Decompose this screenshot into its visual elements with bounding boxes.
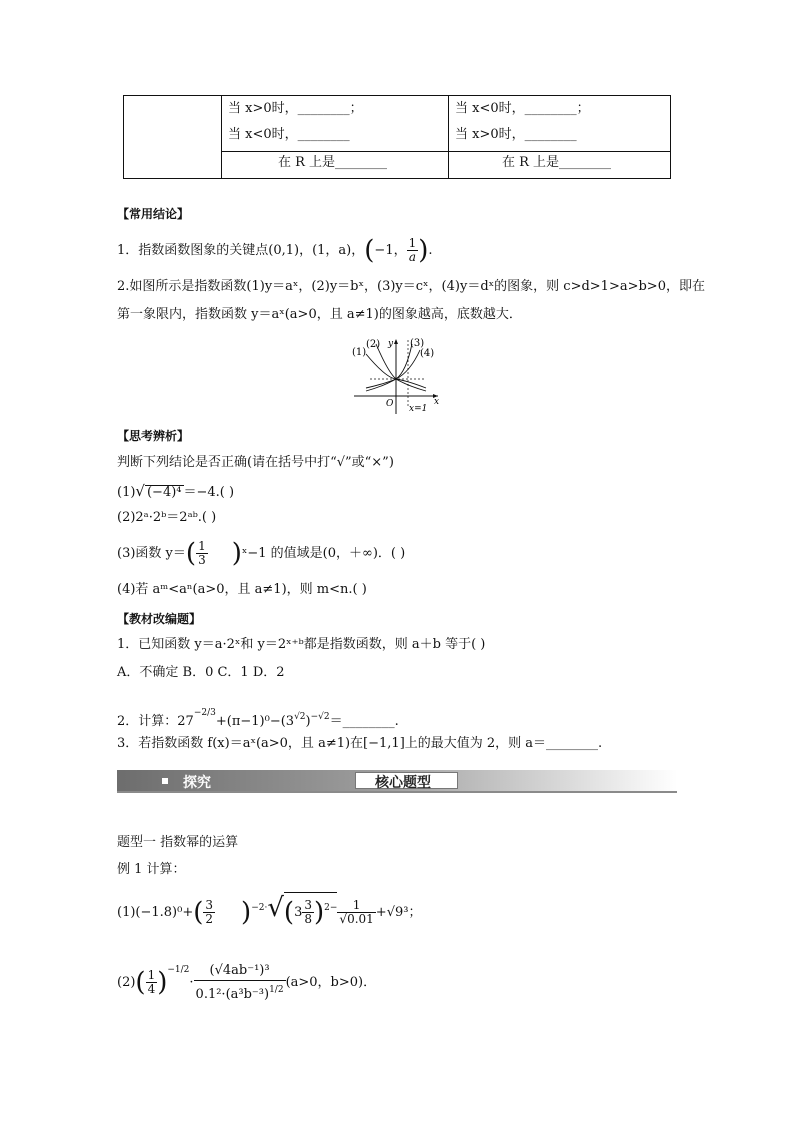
- think-3-rest: ˣ−1 的值域是(0，＋∞)．( ): [241, 546, 406, 561]
- tb2-mid: +(π−1)⁰−(3: [215, 714, 295, 729]
- table-cell: 当 x>0时，________: [455, 127, 577, 142]
- fraction-denominator: √0.01: [339, 912, 374, 926]
- table-cell: 当 x<0时，________；: [455, 101, 590, 116]
- fraction: [302, 899, 314, 926]
- fraction-denominator: 8: [304, 912, 312, 926]
- paren-right: ): [157, 967, 168, 998]
- graph-label-4: (4): [420, 348, 435, 359]
- graph-label-3: (3): [410, 338, 425, 349]
- fraction-numerator: 1: [198, 539, 206, 553]
- example-1-part-2: (2)( $\frac{1}{4}$ )$^{-1/2}$· $\frac{\text{(√4ab⁻¹)³}}{0.1^2\cdot(a^3b^{-3})^{1/2}}$ (a>0，b>0)．: [117, 962, 377, 1002]
- graph-label-1: (1): [352, 347, 367, 358]
- square-bullet-icon: [162, 778, 168, 784]
- fraction: [196, 540, 208, 567]
- question-type-heading: 题型一 指数幂的运算: [117, 835, 239, 850]
- example-heading: 例 1 计算：: [117, 862, 186, 877]
- graph-label-2: (2): [366, 339, 381, 350]
- exponent: −2·: [251, 903, 268, 913]
- table-cell: 当 x<0时，________: [228, 127, 350, 142]
- ex2-rest: (a>0，b>0)．: [285, 975, 377, 990]
- paren-left: (: [185, 538, 197, 569]
- radicand: [284, 892, 338, 928]
- table-cell: 在 R 上是________: [502, 155, 612, 170]
- ex1-label: (1)(−1.8)⁰+: [117, 905, 194, 920]
- exponent: −√2: [310, 712, 330, 722]
- paren-right: ): [313, 897, 325, 928]
- think-1-label: (1): [117, 485, 136, 500]
- think-item-1: [117, 483, 234, 501]
- think-3-label: (3)函数 y＝: [117, 546, 186, 561]
- example-1-part-1: [117, 890, 421, 931]
- think-item-4: (4)若 aᵐ<aⁿ(a>0，且 a≠1)，则 m<n.( ): [117, 582, 367, 597]
- graph-label-x1: x=1: [409, 404, 428, 414]
- conclusion-1: 1．指数函数图象的关键点(0,1)，(1，a)，(−1， $\frac{1}{a}$ ).: [117, 235, 433, 266]
- curve-4: [366, 350, 420, 388]
- conclusion-2-line-1: 2.如图所示是指数函数(1)y＝aˣ，(2)y＝bˣ，(3)y＝cˣ，(4)y＝dˣ的图象，则 c>d>1>a>b>0，即在: [117, 279, 705, 294]
- ex1-rest: +√9³；: [375, 905, 422, 920]
- paren-left: (: [364, 235, 375, 266]
- curve-2: [376, 344, 426, 391]
- exponent: √2: [294, 712, 306, 722]
- fraction: [407, 237, 419, 264]
- graph-label-origin: O: [386, 399, 394, 409]
- table-divider: [221, 151, 670, 152]
- fraction: [194, 962, 286, 1004]
- exponent: 1/2: [269, 984, 284, 995]
- paren-left: (: [135, 967, 146, 998]
- paren-right: ): [231, 538, 242, 569]
- tb2-close: ): [305, 714, 311, 729]
- tb2-answer: ＝________.: [329, 714, 399, 729]
- fraction: [337, 899, 375, 926]
- mixed-whole: 3: [294, 905, 303, 920]
- fraction-numerator: 3: [205, 898, 214, 912]
- table-divider: [221, 96, 222, 178]
- textbook-problem-3: 3．若指数函数 f(x)＝aˣ(a>0，且 a≠1)在[−1,1]上的最大值为 2，则 a＝________.: [117, 736, 603, 751]
- paren-left: (: [283, 897, 295, 928]
- textbook-problem-1: 1．已知函数 y＝a·2ˣ和 y＝2ˣ⁺ᵇ都是指数函数，则 a＋b 等于( ): [117, 637, 486, 652]
- think-1-rest: ＝−4.( ): [183, 485, 235, 500]
- section-heading: 【教材改编题】: [117, 612, 202, 626]
- textbook-problem-2: [117, 705, 399, 730]
- fraction-numerator: (√4ab⁻¹)³: [194, 962, 286, 981]
- graph-label-x: x: [434, 397, 440, 407]
- y-axis-arrow: [394, 339, 398, 344]
- paren-left: (: [193, 897, 204, 928]
- fraction-denominator: 2: [205, 912, 214, 926]
- tb2-label: 2．计算：27: [117, 714, 194, 729]
- exponent: −2/3: [193, 708, 216, 718]
- think-intro: 判断下列结论是否正确(请在括号中打“√”或“×”): [117, 455, 394, 470]
- fraction-denominator: 4: [147, 982, 156, 996]
- fraction-numerator: 1: [147, 968, 156, 982]
- conclusion-1-text: 1．指数函数图象的关键点(0,1)，(1，a)，: [117, 243, 365, 258]
- textbook-problem-1-options: A．不确定 B．0 C．1 D．2: [117, 665, 285, 680]
- table-cell: 当 x>0时，________；: [228, 101, 363, 116]
- graph-label-y: y: [388, 339, 394, 349]
- section-heading: 【思考辨析】: [117, 429, 190, 443]
- paren-right: ): [418, 235, 429, 266]
- conclusion-2-line-2: 第一象限内，指数函数 y＝aˣ(a>0，且 a≠1)的图象越高，底数越大．: [117, 307, 522, 322]
- ex2-label: (2): [117, 975, 136, 990]
- fraction-denominator: 3: [198, 553, 206, 567]
- fraction-numerator: 1: [408, 236, 417, 250]
- banner-left-label: 探究: [183, 775, 211, 791]
- section-heading: 【常用结论】: [117, 207, 190, 221]
- exponent: 2−: [324, 903, 338, 913]
- exponent: −1/2: [167, 965, 190, 975]
- table-divider: [448, 96, 449, 178]
- paren-right: ): [241, 897, 252, 928]
- radical-sign: √: [135, 482, 145, 500]
- fraction: [203, 899, 215, 926]
- radical-sign: √: [267, 893, 284, 923]
- fraction-numerator: 1: [337, 899, 375, 913]
- exponential-graph: [346, 336, 446, 416]
- fraction-denominator: a: [408, 250, 416, 264]
- denominator-base: 0.1²·(a³b⁻³): [195, 986, 270, 1002]
- think-item-3: [117, 539, 405, 569]
- fraction-denominator: [194, 981, 286, 1004]
- think-item-2: (2)2ᵃ·2ᵇ＝2ᵃᵇ.( ): [117, 510, 217, 525]
- fraction-numerator: 3: [304, 898, 312, 912]
- table-cell: 在 R 上是________: [278, 155, 388, 170]
- fraction: [146, 969, 158, 996]
- section-banner: [117, 770, 677, 792]
- radicand: (−4)⁴: [146, 485, 182, 500]
- conclusion-1-point: −1，: [374, 243, 407, 258]
- banner-right-label: 核心题型: [375, 775, 431, 791]
